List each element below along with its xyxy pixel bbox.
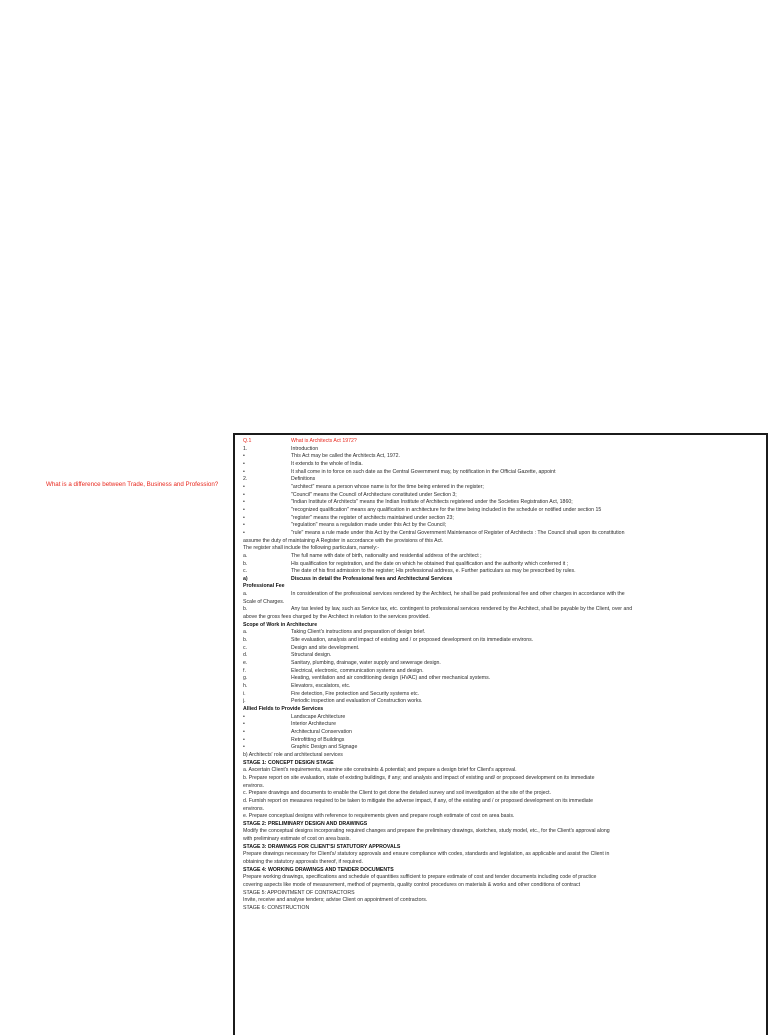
bullet-icon: • — [243, 522, 245, 529]
stage-2-heading: STAGE 2: PRELIMINARY DESIGN AND DRAWINGS — [243, 820, 368, 827]
register-item: b. His qualification for registration, and the date on which he obtained that qualification and the authority which conferred it ; — [243, 560, 569, 567]
stage-1-line: b. Prepare report on site evaluation, state of existing buildings, if any; and analysis and impact of existing and/ or proposed development on its immediate — [243, 774, 595, 781]
bullet-icon: • — [243, 529, 245, 536]
stage-6-heading: STAGE 6: CONSTRUCTION — [243, 905, 310, 912]
stage-3-line: Prepare drawings necessary for Client's/ statutory approvals and ensure compliance with codes, standards and legislation, as applicable and assist the Client in — [243, 851, 610, 858]
scope-item: d. Structural design. — [243, 652, 332, 659]
definitions-heading: 2. Definitions — [243, 476, 316, 483]
stage-3-heading: STAGE 3: DRAWINGS FOR CLIENT'S/ STATUTORY APPROVALS — [243, 843, 401, 850]
scope-item: g. Heating, ventilation and air conditioning design (HVAC) and other mechanical systems. — [243, 675, 491, 682]
stage-1-line: environs. — [243, 805, 265, 812]
intro-bullet: • It shall come in to force on such date as the Central Government may, by notification in the Official Gazette, appoint — [243, 468, 556, 475]
definition-bullet: • "register" means the register of architects maintained under section 23; — [243, 514, 454, 521]
allied-item: • Interior Architecture — [243, 721, 336, 728]
definition-bullet: • "Indian Institute of Architects" means the Indian Institute of Architects registered under the Societies Registration Act, 1860; — [243, 499, 573, 506]
stage-1-heading: STAGE 1: CONCEPT DESIGN STAGE — [243, 759, 334, 766]
fee-continuation: Scale of Charges. — [243, 598, 285, 605]
register-item: a. The full name with date of birth, nationality and residential address of the architect ; — [243, 552, 482, 559]
definition-bullet: • "architect" means a person whose name is for the time being entered in the register; — [243, 483, 484, 490]
scope-item: h. Elevators, escalators, etc. — [243, 683, 351, 689]
register-item: c. The date of his first admission to the register; His professional address, e. Further particulars as may be prescribed by rules. — [243, 568, 576, 575]
side-question: What is a difference between Trade, Business and Profession? — [46, 481, 219, 488]
scope-item: f. Electrical, electronic, communication systems and design. — [243, 667, 424, 674]
stage-5-line: Invite, receive and analyse tenders; advise Client on appointment of contractors. — [243, 897, 428, 904]
section-a-heading: a) Discuss in detail the Professional fees and Architectural Services — [243, 575, 453, 582]
professional-fee-heading: Professional Fee — [243, 583, 285, 590]
document-page — [233, 433, 768, 1035]
stage-3-line: obtaining the statutory approvals thereof, if required. — [243, 859, 363, 866]
bullet-icon: • — [243, 499, 245, 506]
stage-2-line: Modify the conceptual designs incorporating required changes and prepare the preliminary drawings, sketches, study model, etc., for the Client's approval along — [243, 828, 610, 835]
intro-bullet: • This Act may be called the Architects Act, 1972. — [243, 453, 400, 460]
scope-item: a. Taking Client's instructions and preparation of design brief. — [243, 629, 426, 636]
allied-item: • Retrofitting of Buildings — [243, 736, 345, 743]
definition-bullet: • "Council" means the Council of Architecture constituted under Section 3; — [243, 491, 457, 498]
register-intro: The register shall include the following particulars, namely:- — [243, 545, 380, 552]
fee-item: b. Any tax levied by law, such as Service tax, etc. contingent to professional services rendered by the Architect, shall be payable by the Client, over and — [243, 606, 633, 613]
bullet-icon: • — [243, 460, 245, 467]
fee-item: a. In consideration of the professional services rendered by the Architect, he shall be paid professional fee and other charges in accordance with the — [243, 591, 625, 598]
stage-1-line: d. Furnish report on measures required to be taken to mitigate the adverse impact, if any, of the existing and / or proposed development on its immediate — [243, 797, 593, 804]
stage-4-line: Prepare working drawings, specifications and schedule of quantities sufficient to prepare estimate of cost and tender documents including code of practice — [243, 874, 597, 881]
scope-heading: Scope of Work in Architecture — [243, 621, 318, 628]
allied-item: • Graphic Design and Signage — [243, 744, 358, 751]
definition-bullet: • "recognized qualification" means any qualification in architecture for the time being included in the schedule or notified under section 15 — [243, 506, 602, 513]
stage-2-line: with preliminary estimate of cost on area basis. — [243, 836, 351, 843]
register-continuation: assume the duty of maintaining A Register in accordance with the provisions of this Act. — [243, 537, 444, 544]
intro-bullet: • It extends to the whole of India. — [243, 460, 363, 467]
question-number: Q.1 — [243, 438, 252, 444]
definition-bullet: • "regulation" means a regulation made under this Act by the Council; — [243, 522, 447, 529]
bullet-icon: • — [243, 506, 245, 513]
stage-1-line: environs. — [243, 782, 265, 789]
stage-4-line: covering aspects like mode of measurement, method of payments, quality control procedures on materials & works and other conditions of contract — [243, 882, 581, 889]
bullet-icon: • — [243, 453, 245, 460]
stage-1-line: e. Prepare conceptual designs with reference to requirements given and prepare rough estimate of cost on area basis. — [243, 813, 515, 820]
document-content — [243, 438, 758, 913]
intro-heading: 1. Introduction — [243, 445, 319, 452]
bullet-icon: • — [243, 514, 245, 521]
bullet-icon: • — [243, 483, 245, 490]
question-heading — [243, 438, 758, 446]
fee-continuation: above the gross fees charged by the Architect in relation to the services provided. — [243, 614, 430, 621]
allied-item: • Landscape Architecture — [243, 713, 346, 720]
role-heading: b) Architects' role and architectural services — [243, 751, 343, 758]
question-title: What is Architects Act 1972? — [291, 438, 357, 444]
definition-bullet: • "rule" means a rule made under this Act by the Central Government Maintenance of Register of Architects : The Council shall upon its constitution — [243, 529, 625, 536]
bullet-icon: • — [243, 713, 245, 720]
allied-item: • Architectural Conservation — [243, 728, 352, 735]
bullet-icon: • — [243, 736, 245, 743]
scope-item: c. Design and site development. — [243, 644, 360, 651]
bullet-icon: • — [243, 491, 245, 498]
scope-item: b. Site evaluation, analysis and impact of existing and / or proposed development on its immediate environs. — [243, 637, 534, 644]
stage-1-line: a. Ascertain Client's requirements, examine site constraints & potential; and prepare a design brief for Client's approval. — [243, 767, 517, 774]
bullet-icon: • — [243, 744, 245, 751]
allied-heading: Allied Fields to Provide Services — [243, 705, 324, 712]
bullet-icon: • — [243, 468, 245, 475]
stage-4-heading: STAGE 4: WORKING DRAWINGS AND TENDER DOCUMENTS — [243, 866, 394, 873]
bullet-icon: • — [243, 728, 245, 735]
bullet-icon: • — [243, 721, 245, 728]
stage-1-line: c. Prepare drawings and documents to enable the Client to get done the detailed survey and soil investigation at the site of the project. — [243, 790, 551, 797]
stage-5-heading: STAGE 5: APPOINTMENT OF CONTRACTORS — [243, 889, 355, 896]
scope-item: e. Sanitary, plumbing, drainage, water supply and sewerage design. — [243, 660, 441, 667]
scope-item: i. Fire detection, Fire protection and Security systems etc. — [243, 690, 420, 697]
scope-item: j. Periodic inspection and evaluation of Construction works. — [243, 698, 423, 705]
